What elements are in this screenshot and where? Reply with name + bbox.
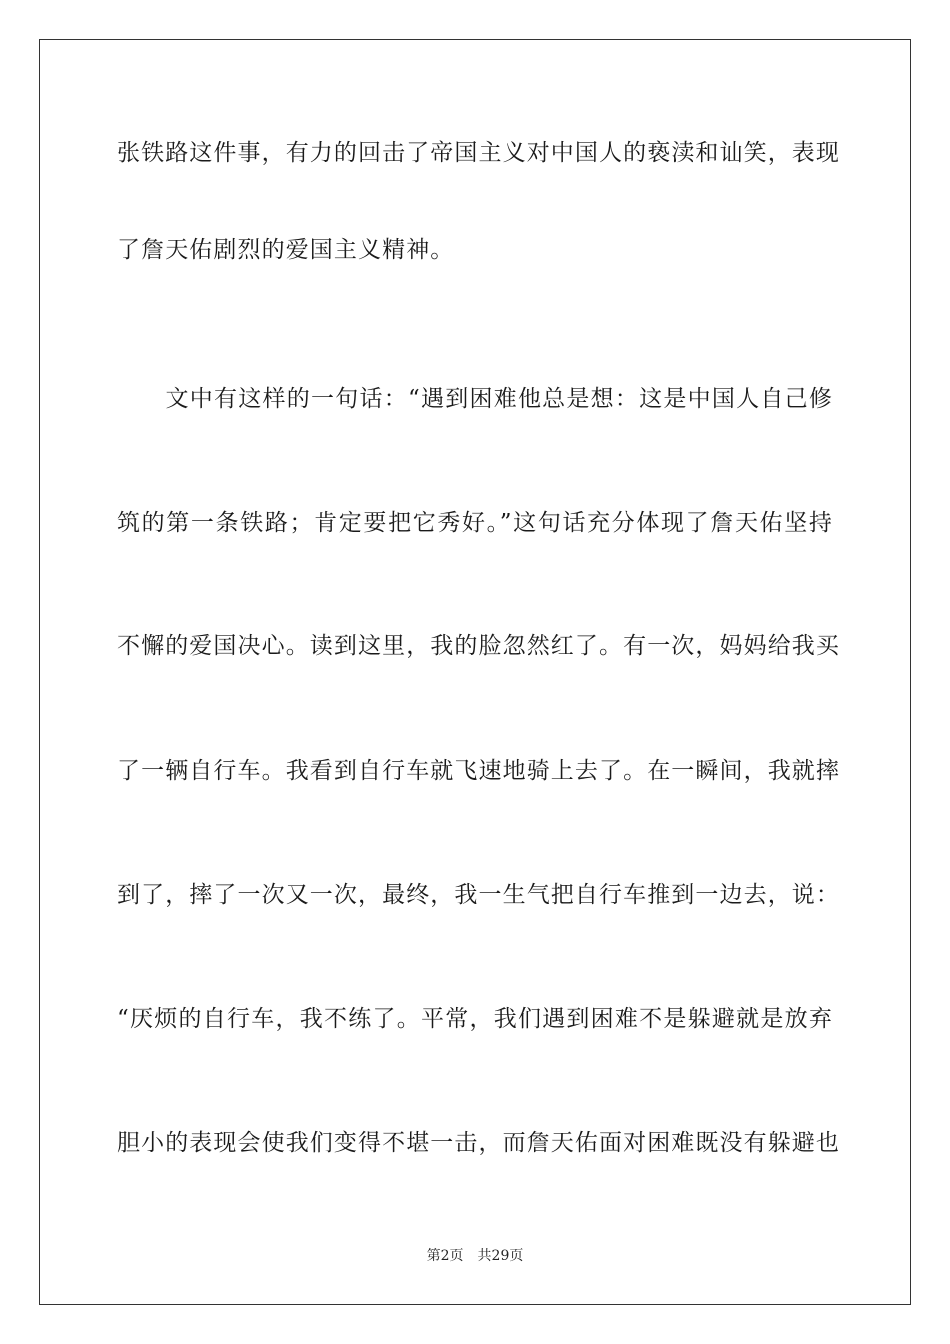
text-line: 不懈的爱国决心。读到这里，我的脸忽然红了。有一次，妈妈给我买 [117, 633, 840, 659]
page-number: 第2页 [426, 1248, 464, 1264]
text-line: 了一辆自行车。我看到自行车就飞速地骑上去了。在一瞬间，我就摔 [117, 758, 840, 784]
text-line: 到了，摔了一次又一次，最终，我一生气把自行车推到一边去，说： [117, 882, 840, 908]
text-line: 文中有这样的一句话：“遇到困难他总是想：这是中国人自己修 [117, 386, 833, 412]
text-line: “厌烦的自行车，我不练了。平常，我们遇到困难不是躲避就是放弃 [117, 1006, 833, 1032]
text-line: 了詹天佑剧烈的爱国主义精神。 [117, 237, 455, 263]
text-line: 筑的第一条铁路；肯定要把它秀好。”这句话充分体现了詹天佑坚持 [117, 510, 833, 536]
text-line: 胆小的表现会使我们变得不堪一击，而詹天佑面对困难既没有躲避也 [117, 1130, 840, 1156]
page-total: 共29页 [477, 1248, 524, 1264]
text-line: 张铁路这件事，有力的回击了帝国主义对中国人的亵渎和讪笑，表现 [117, 140, 840, 166]
page-footer [0, 1247, 950, 1265]
page-border [39, 39, 911, 1305]
